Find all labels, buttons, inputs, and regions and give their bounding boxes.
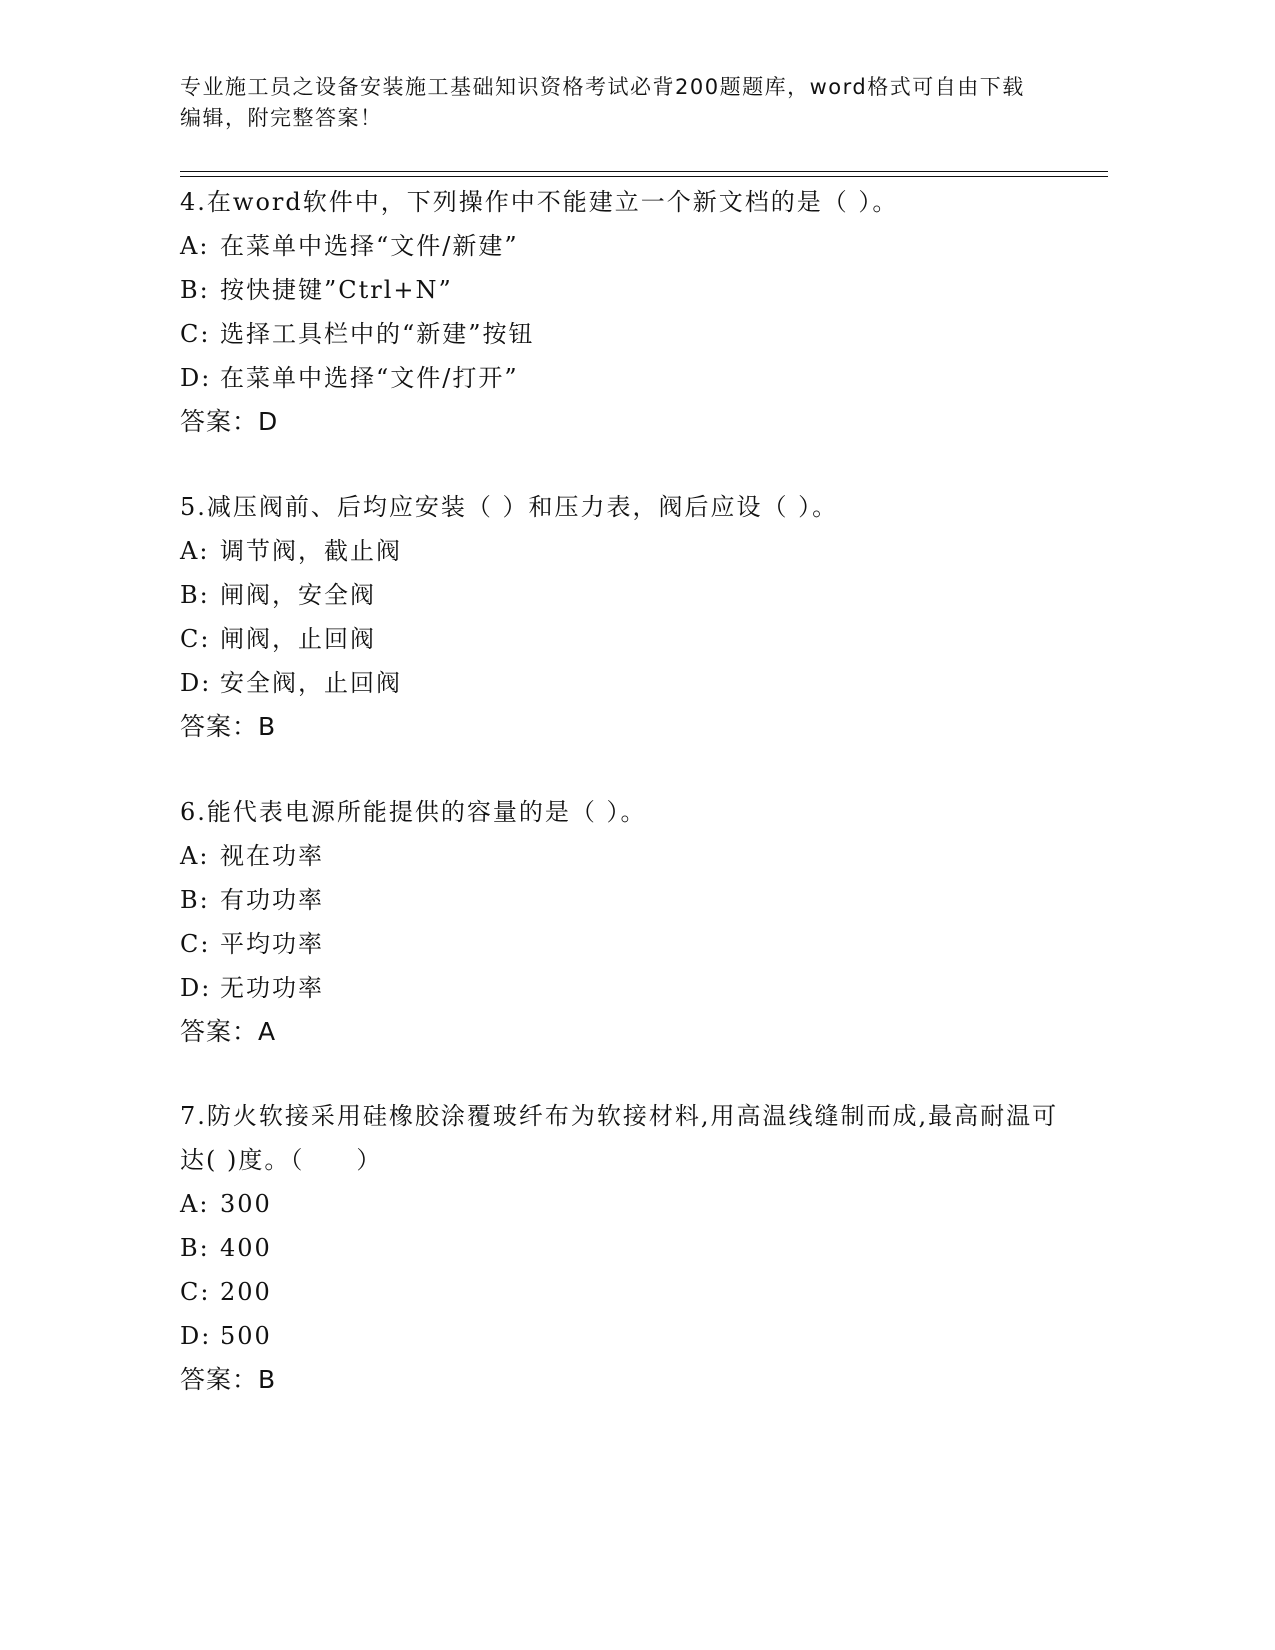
option-letter: A:	[180, 842, 210, 870]
question-stem: 7.防火软接采用硅橡胶涂覆玻纤布为软接材料,用高温线缝制而成,最高耐温可达( )度。（ ）	[180, 1102, 1059, 1174]
option-letter: C:	[180, 930, 211, 958]
question-stem: 5.减压阀前、后均应安装（ ）和压力表，阀后应设（ ）。	[180, 493, 839, 521]
answer: 答案：B	[180, 712, 277, 741]
option-text: 300	[220, 1190, 272, 1218]
option-text: 视在功率	[220, 842, 324, 870]
option-a	[180, 529, 1060, 573]
option-text: 闸阀，安全阀	[220, 581, 376, 609]
question-4	[180, 180, 1060, 444]
option-letter: D:	[180, 974, 212, 1002]
option-b	[180, 268, 1060, 312]
header-rule-top	[180, 171, 1108, 172]
option-d	[180, 661, 1060, 705]
option-text: 安全阀，止回阀	[220, 669, 402, 697]
question-stem: 6.能代表电源所能提供的容量的是（ ）。	[180, 798, 647, 826]
option-letter: A:	[180, 232, 210, 260]
option-d	[180, 966, 1060, 1010]
question-7	[180, 1094, 1060, 1402]
answer: 答案：D	[180, 407, 279, 436]
question-6	[180, 790, 1060, 1054]
option-d	[180, 1314, 1060, 1358]
option-text: 400	[220, 1234, 272, 1262]
option-text: 选择工具栏中的“新建”按钮	[220, 320, 535, 348]
answer: 答案：B	[180, 1365, 277, 1394]
option-a	[180, 834, 1060, 878]
option-text: 在菜单中选择“文件/打开”	[220, 364, 519, 392]
option-letter: B:	[180, 581, 210, 609]
option-text: 200	[220, 1278, 272, 1306]
option-letter: B:	[180, 886, 210, 914]
answer: 答案：A	[180, 1017, 277, 1046]
option-b	[180, 878, 1060, 922]
option-text: 闸阀，止回阀	[220, 625, 376, 653]
option-text: 500	[220, 1322, 272, 1350]
option-letter: C:	[180, 1278, 211, 1306]
option-text: 有功功率	[220, 886, 324, 914]
option-b	[180, 573, 1060, 617]
option-text: 平均功率	[220, 930, 324, 958]
option-text: 在菜单中选择“文件/新建”	[220, 232, 519, 260]
option-letter: D:	[180, 669, 212, 697]
option-text: 调节阀，截止阀	[220, 537, 402, 565]
option-c	[180, 922, 1060, 966]
option-letter: A:	[180, 1190, 210, 1218]
header-rule-bottom	[180, 176, 1108, 177]
option-text: 按快捷键”Ctrl+N”	[220, 276, 453, 304]
option-c	[180, 312, 1060, 356]
option-c	[180, 617, 1060, 661]
option-letter: D:	[180, 1322, 212, 1350]
question-5	[180, 485, 1060, 749]
option-letter: C:	[180, 320, 211, 348]
option-text: 无功功率	[220, 974, 324, 1002]
question-stem: 4.在word软件中，下列操作中不能建立一个新文档的是（ ）。	[180, 188, 899, 216]
option-d	[180, 356, 1060, 400]
option-c	[180, 1270, 1060, 1314]
option-a	[180, 1182, 1060, 1226]
option-letter: D:	[180, 364, 212, 392]
option-letter: B:	[180, 276, 210, 304]
option-b	[180, 1226, 1060, 1270]
page-header: 专业施工员之设备安装施工基础知识资格考试必背200题题库，word格式可自由下载编辑，附完整答案！	[180, 75, 1025, 130]
option-letter: C:	[180, 625, 211, 653]
option-a	[180, 224, 1060, 268]
option-letter: A:	[180, 537, 210, 565]
option-letter: B:	[180, 1234, 210, 1262]
